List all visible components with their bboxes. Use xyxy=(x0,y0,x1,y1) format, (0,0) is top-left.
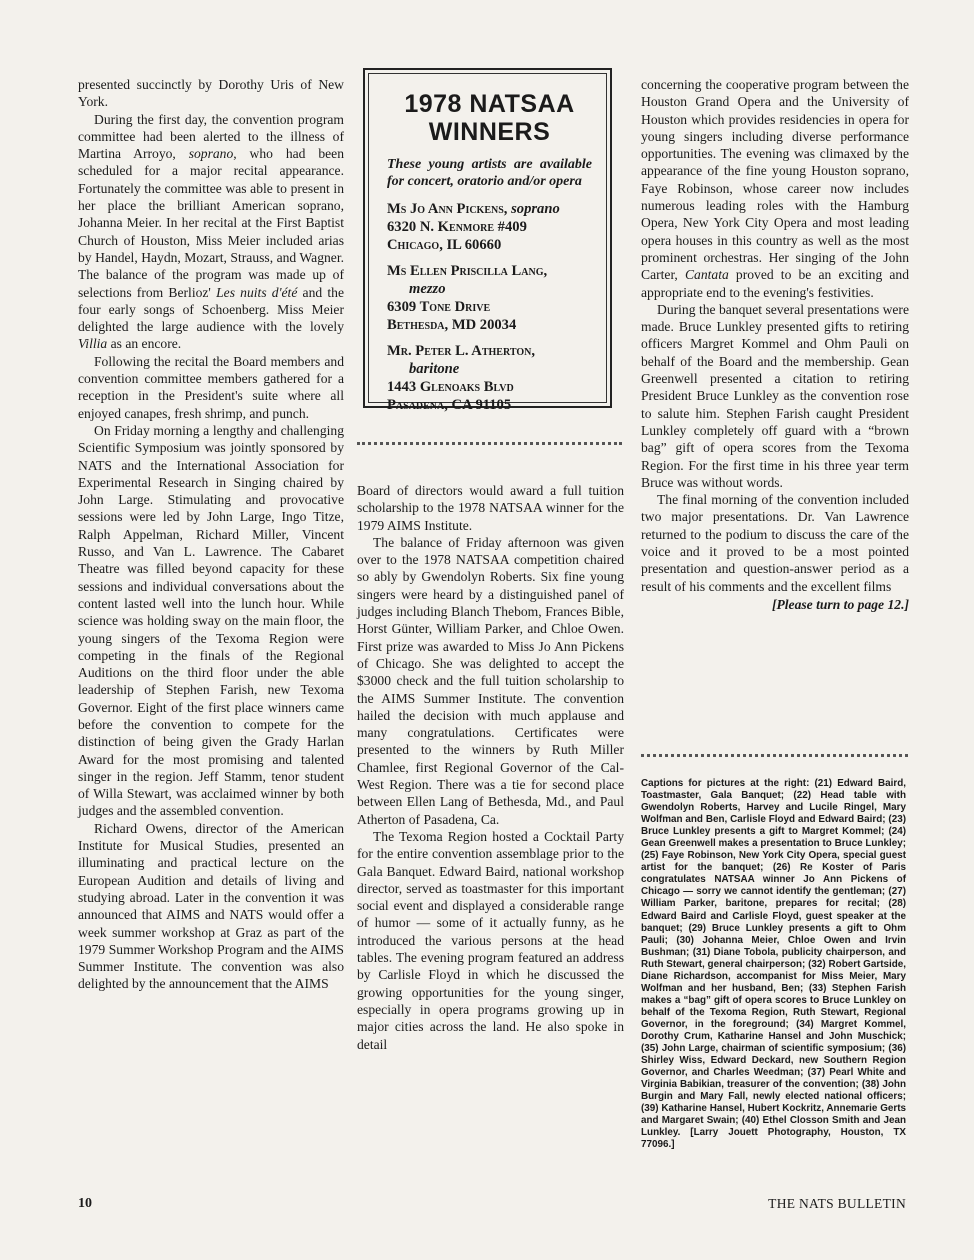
winners-box-subtitle: These young artists are available for concert, oratorio and/or opera xyxy=(387,157,592,189)
journal-name: THE NATS BULLETIN xyxy=(768,1196,906,1211)
natsaa-winners-box xyxy=(363,68,612,413)
article-column-2 xyxy=(357,482,624,1053)
photo-captions: Captions for pictures at the right: (21) Edward Baird, Toastmaster, Gala Banquet; (22) Head table with Gwendolyn Roberts, Harvey and Lucile Ringel, Mary Wolfman and Ben, Carlisle Floyd and Edward Baird; (23) Bruce Lunkley presents a gift to Margret Kommel; (24) Gean Greenwell makes a presentation to Bruce Lunkley; (25) Faye Robinson, New York City Opera, special guest artist for the banquet; (26) Re Koster of Paris congratulates NATSAA winner Jo Ann Pickens of Chicago — sorry we cannot identify the gentleman; (27) William Parker, baritone, prepares for recital; (28) Edward Baird and Carlisle Floyd, guest speaker at the banquet; (29) Bruce Lunkley presents a gift to Ohm Pauli; (30) Johanna Meier, Chloe Owen and Irvin Bushman; (31) Diane Tobola, publicity chairperson, and Ruth Stewart, general chairperson; (32) Robert Gartside, Diane Richardson, accompanist for Miss Meier, Mary Wolfman and her husband, Ben; (33) Stephen Farish makes a “bag” gift of opera scores to Bruce Lunkley on behalf of the Texoma Region, Ruth Stewart, Regional Governor, in the foreground; (34) Margret Kommel, Dorothy Crum, Katharine Hansel and John Muschick; (35) John Large, chairman of scientific symposium; (36) Shirley Wiss, Edward Deckard, new Southern Region Governor, and Charles Weedman; (37) Pearl White and Virginia Babikian, treasurer of the convention; (38) John Burgin and Mary Fall, newly elected national officers; (39) Katharine Hansel, Hubert Kockritz, Annemarie Gerts and Margaret Swain; (40) Ethel Closson Smith and Jean Lunkley. [Larry Jouett Photography, Houston, TX 77096.] xyxy=(641,778,906,1151)
paragraph: The final morning of the convention included two major presentations. Dr. Van Lawrence returned to the podium to discuss the care of the voice and it proved to be a most pointed presentation and question-answer period as a result of his comments and the excellent films xyxy=(641,492,909,594)
paragraph: presented succinctly by Dorothy Uris of New York. xyxy=(78,77,344,110)
paragraph: During the first day, the convention program committee had been alerted to the illness of Martina Arroyo, soprano, who had been scheduled for a major recital appearance. Fortunately the committee was able to present in her place the brilliant American soprano, Johanna Meier. In her recital at the First Baptist Church of Houston, Miss Meier included arias by Handel, Haydn, Mozart, Strauss, and Wagner. The balance of the program was made up of selections from Berlioz' Les nuits d'été and the four early songs of Schoenberg. Miss Meier delighted the large audience with the lovely Villia as an encore. xyxy=(78,111,344,352)
paragraph: The Texoma Region hosted a Cocktail Party for the entire convention assemblage prior to the Gala Banquet. Edward Baird, national workshop director, served as toastmaster for this important social event and displayed a considerable range of humor — some of it actually funny, as he introduced the various persons at the head tables. The evening program featured an address by Carlisle Floyd in which he discussed the growing opportunities for the young singer, especially in opera programs growing up in major cities across the land. He also spoke in detail xyxy=(357,828,624,1052)
paragraph: Richard Owens, director of the American Institute for Musical Studies, presented an illuminating and practical lecture on the European Audition and details of living and studying abroad. Later in the convention it was announced that AIMS and NATS would offer a week summer workshop at Graz as part of the 1979 Summer Workshop Program and the AIMS Summer Institute. The convention was also delighted by the announcement that the AIMS xyxy=(78,820,344,992)
winner-entry: Mr. Peter L. Atherton, baritone 1443 Glenoaks Blvd Pasadena, CA 91105 xyxy=(387,343,535,413)
winners-box-title: 1978 NATSAA WINNERS xyxy=(404,90,575,146)
paragraph: Board of directors would award a full tuition scholarship to the 1978 NATSAA winner for the 1979 AIMS Institute. xyxy=(357,483,624,533)
page-number: 10 xyxy=(78,1196,92,1211)
paragraph: The balance of Friday afternoon was given over to the 1978 NATSAA competition chaired so ably by Gwendolyn Roberts. Six fine young singers were heard by a distinguished panel of judges including Blanch Thebom, Frances Bible, Horst Günter, William Parker, and Chloe Owen. First prize was awarded to Miss Jo Ann Pickens of Chicago. She was delighted to accept the $3000 check and the full tuition scholarship to the AIMS Summer Institute. The convention hailed the decision with much applause and many congratulations. Certificates were presented to the winners by Ruth Miller Chamlee, first Regional Governor of the Cal-West Region. There was a tie for second place between Ellen Lang of Bethesda, Md., and Paul Atherton of Pasadena, Ca. xyxy=(357,534,624,827)
paragraph: Following the recital the Board members and convention committee members gathered for a reception in the President's suite where all enjoyed canapes, fresh shrimp, and punch. xyxy=(78,353,344,421)
dotted-divider xyxy=(357,442,622,445)
paragraph: concerning the cooperative program between the Houston Grand Opera and the University of Houston which provides residencies in opera for young singers including diverse performance opportunities. The evening was climaxed by the appearance of the fine young Houston soprano, Faye Robinson, whose career now includes numerous leading roles with the Hamburg Opera, New York City Opera and most leading opera houses in this country as well as the most prominent orchestras. Her singing of the John Carter, Cantata proved to be an exciting and appropriate end to the evening's festivities. xyxy=(641,77,910,300)
winner-entry: Ms Jo Ann Pickens, soprano 6320 N. Kenmore #409 Chicago, IL 60660 xyxy=(387,201,560,253)
paragraph: On Friday morning a lengthy and challenging Scientific Symposium was jointly sponsored by NATS and the International Association for Experimental Research in Singing chaired by John Large. Stimulating and provocative sessions were led by John Large, Ingo Titze, Ralph Appelman, Richard Miller, Vincent Russo, and Van L. Lawrence. The Cabaret Theatre was filled beyond capacity for these sessions and individual conversations about the content lasted well into the lunch hour. While science was holding sway on the main floor, the young singers of the Texoma Region were competing in the finals of the Regional Auditions on the third floor under the able leadership of Stephen Farish, new Texoma Governor. Eight of the first place winners came before the convention to compete for the distinction of being given the Grady Harlan Award for the most promising and talented singer in the region. Jeff Stamm, tenor student of Willa Stewart, was acclaimed winner by both judges and the assembled convention. xyxy=(78,422,344,819)
article-column-3 xyxy=(641,76,909,613)
winner-entry: Ms Ellen Priscilla Lang, mezzo 6309 Tone Drive Bethesda, MD 20034 xyxy=(387,263,548,333)
article-column-1 xyxy=(78,76,344,993)
continued-note: [Please turn to page 12.] xyxy=(771,596,909,612)
dotted-divider xyxy=(641,754,908,757)
paragraph: During the banquet several presentations were made. Bruce Lunkley presented gifts to retiring officers Margret Kommel and Ohm Pauli on behalf of the Board and the membership. Gean Greenwell presented a citation to retiring President Bruce Lunkley as the convention rose to salute him. Stephen Farish caught President Lunkley completely off guard with a “brown bag” gift of opera scores from the Texoma Region. For the first time in his three year term Bruce was without words. xyxy=(641,301,909,490)
